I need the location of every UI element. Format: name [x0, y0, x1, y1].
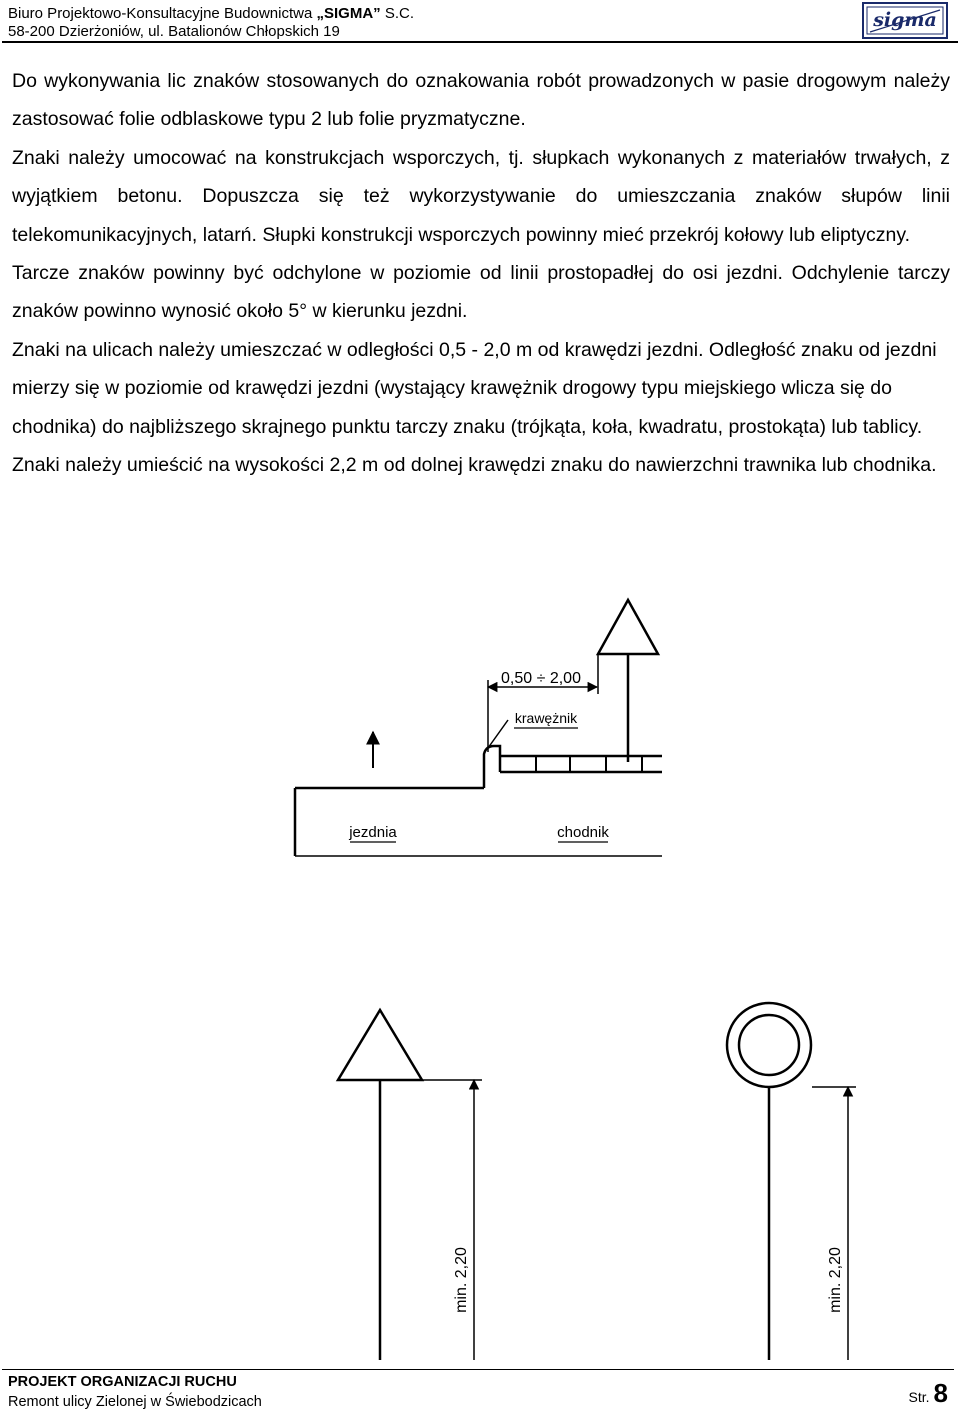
page-number — [909, 1378, 948, 1409]
curb-block — [484, 746, 500, 772]
sidewalk-label: chodnik — [557, 824, 609, 841]
paragraph-4: Znaki na ulicach należy umieszczać w odległości 0,5 - 2,0 m od krawędzi jezdni. Odległość znaku od jezdni mierzy się w poziomie od krawędzi jezdni (wystający krawężnik drogowy typu miejskiego wlicza się do chodnika) do najbliższego skrajnego punktu tarczy znaku (trójkąta, koła, kwadratu, prostokąta) lub tablicy. Znaki należy umieścić na wysokości 2,2 m od dolnej krawędzi znaku do nawierzchni trawnika lub chodnika. — [12, 338, 937, 477]
distance-label: 0,50 ÷ 2,00 — [501, 670, 581, 687]
footer-subtitle: Remont ulicy Zielonej w Świebodzicach — [8, 1394, 262, 1410]
footer-project-title: PROJEKT ORGANIZACJI RUCHU — [8, 1374, 237, 1390]
paragraph-2: Znaki należy umocować na konstrukcjach wsporczych, tj. słupkach wykonanych z materiałów trwałych, z wyjątkiem betonu. Dopuszcza się też wykorzystywanie do umieszczania znaków słupów linii telekomunikacyjnych, latarń. Słupki konstrukcji wsporczych powinny mieć przekrój kołowy lub eliptyczny. — [12, 146, 950, 246]
header-rule — [2, 41, 958, 43]
curb-label: krawężnik — [514, 710, 578, 726]
round-sign-inner — [739, 1015, 799, 1075]
company-line-suffix: S.C. — [380, 5, 415, 22]
company-name: „SIGMA” — [316, 5, 381, 22]
diagram-right-height — [530, 1003, 856, 1360]
right-height-label: min. 2,20 — [827, 1247, 844, 1313]
company-line-prefix: Biuro Projektowo-Konsultacyjne Budownictwa — [8, 5, 317, 22]
body-text — [12, 62, 950, 484]
road-label: jezdnia — [349, 824, 397, 841]
footer-rule — [2, 1369, 954, 1370]
left-height-label: min. 2,20 — [453, 1247, 470, 1313]
sigma-logo — [862, 2, 948, 39]
page-prefix: Str. — [908, 1389, 930, 1405]
diagram-top-placement — [295, 600, 662, 856]
company-address: 58-200 Dzierżoniów, ul. Batalionów Chłopskich 19 — [8, 23, 340, 40]
paragraph-3: Tarcze znaków powinny być odchylone w poziomie od linii prostopadłej do osi jezdni. Odchylenie tarczy znaków powinno wynosić około 5° w kierunku jezdni. — [12, 262, 950, 323]
page-header — [0, 0, 960, 44]
diagram-left-height — [104, 1010, 505, 1360]
left-triangle-sign — [338, 1010, 422, 1080]
paragraph-1: Do wykonywania lic znaków stosowanych do oznakowania robót prowadzonych w pasie drogowym należy zastosować folie odblaskowe typu 2 lub folie pryzmatyczne. — [12, 70, 950, 131]
logo-text: sigma — [873, 9, 937, 31]
sidewalk-joints — [536, 756, 642, 772]
company-line — [8, 5, 414, 23]
sign-placement-diagrams — [0, 580, 960, 1360]
curb-leader-line — [488, 720, 508, 748]
page-number-value: 8 — [933, 1378, 948, 1408]
triangle-sign — [598, 600, 658, 654]
